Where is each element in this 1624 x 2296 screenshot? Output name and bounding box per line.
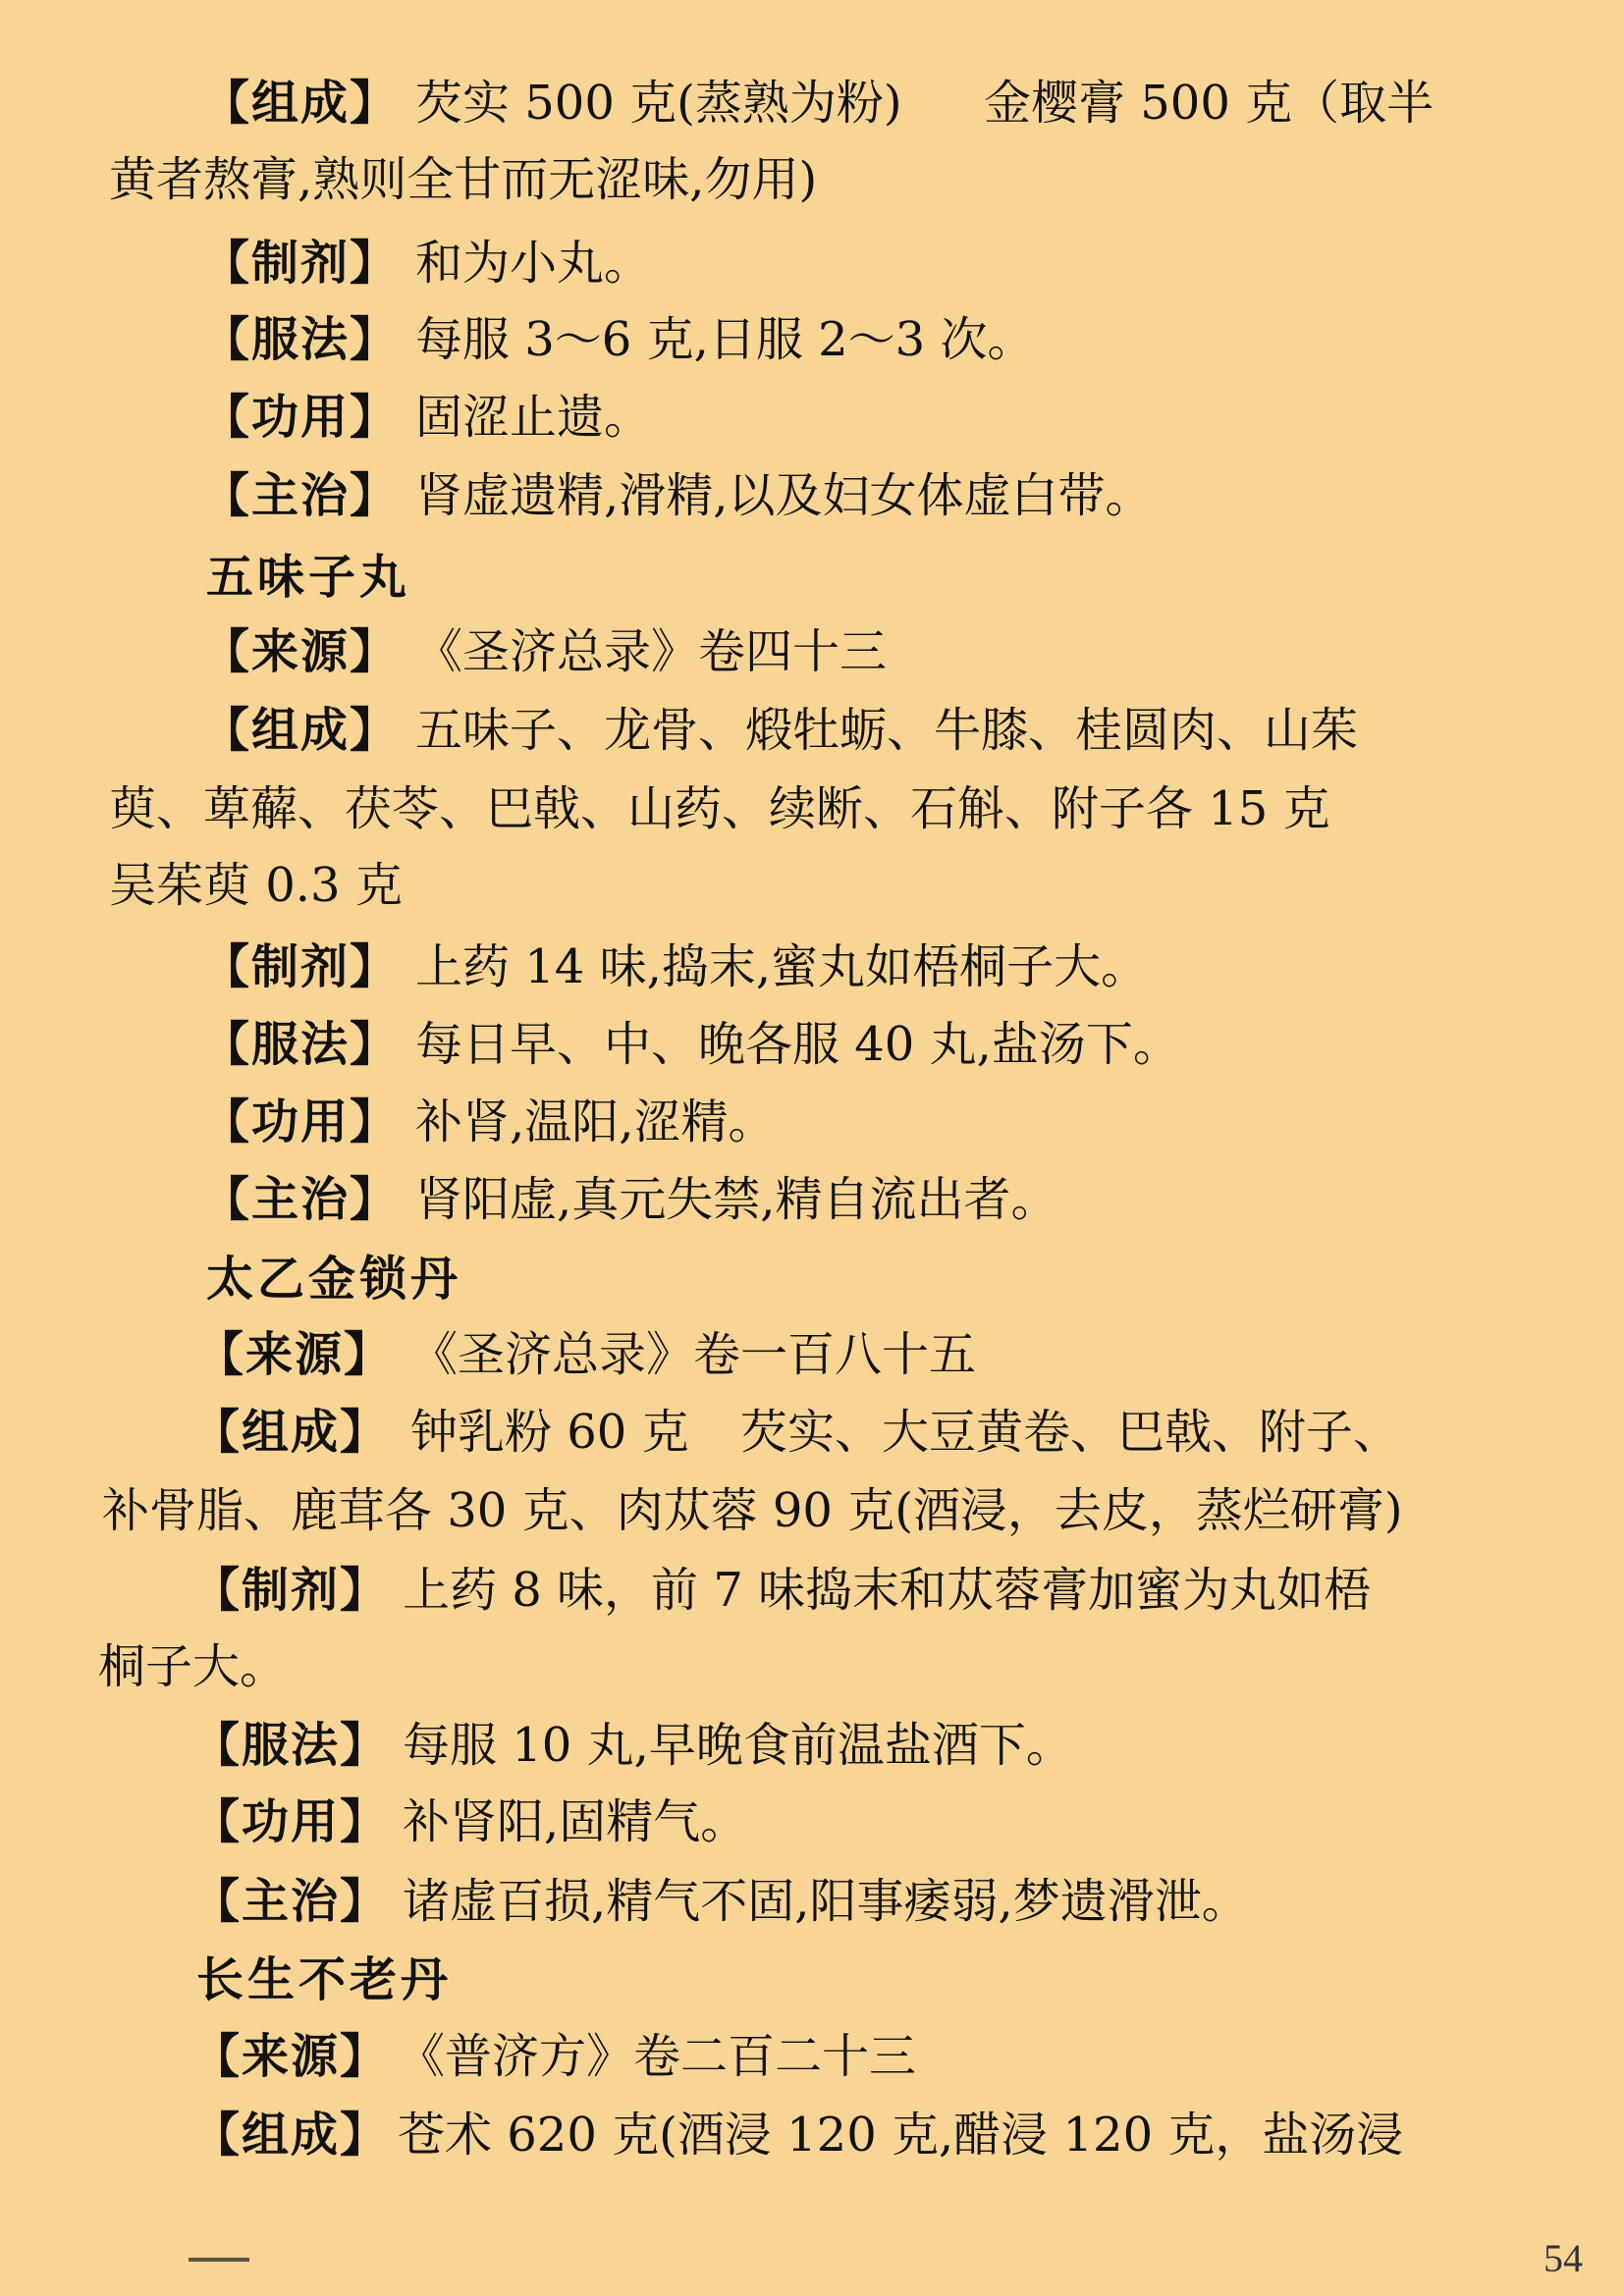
field-text: 每服 10 丸,早晚食前温盐酒下。 [403,1718,1073,1773]
text-line [0,771,1624,847]
text-line [0,692,1624,769]
text-line [0,1006,1624,1083]
text-line [0,379,1624,455]
field-text: 芡实、大豆黄卷、巴戟、附子、 [740,1405,1401,1460]
text-line [0,1707,1624,1784]
field-label: 【来源】 [202,624,400,679]
field-text: 黄者熬膏,熟则全甘而无涩味,勿用) [109,152,818,207]
field-text: 金樱膏 500 克（取半 [984,76,1435,131]
text-line [0,225,1624,301]
text-line [0,2097,1624,2173]
field-label: 【组成】 [202,76,400,131]
formula-heading [0,539,1624,615]
field-text: 肾虚遗精,滑精,以及妇女体虚白带。 [415,468,1153,523]
field-text: 桐子大。 [98,1639,288,1694]
text-line [0,1084,1624,1160]
text-line [0,1316,1624,1393]
field-text: 固涩止遗。 [415,390,652,445]
field-label: 【组成】 [192,1405,390,1460]
field-text: 肾阳虚,真元失禁,精自流出者。 [415,1172,1058,1227]
field-label: 【功用】 [192,1794,390,1849]
text-line [0,614,1624,690]
field-text: 《圣济总录》卷四十三 [415,624,888,679]
field-text: 上药 8 味，前 7 味捣末和苁蓉膏加蜜为丸如梧 [403,1563,1372,1618]
field-label: 【来源】 [192,2029,390,2084]
heading-text: 长生不老丹 [196,1952,453,2007]
field-text: 补肾,温阳,涩精。 [415,1095,776,1149]
field-label: 【功用】 [202,1095,400,1149]
field-text: 每日早、中、晚各服 40 丸,盐汤下。 [415,1017,1180,1072]
field-text: 吴茱萸 0.3 克 [109,858,403,913]
text-line [0,2018,1624,2095]
page-number: 54 [1543,2236,1583,2280]
field-label: 【制剂】 [202,236,400,291]
field-text: 补肾阳,固精气。 [403,1794,748,1849]
text-line [0,1472,1624,1549]
text-line [0,847,1624,924]
field-text: 萸、萆薢、茯苓、巴戟、山药、续断、石斛、附子各 15 克 [109,781,1330,836]
text-line [0,1863,1624,1940]
footer-mark [189,2258,249,2262]
field-label: 【制剂】 [192,1563,390,1618]
formula-heading [0,1241,1624,1317]
heading-text: 太乙金锁丹 [206,1252,462,1307]
field-label: 【功用】 [202,390,400,445]
field-text: 《普济方》卷二百二十三 [398,2029,917,2084]
field-text: 每服 3～6 克,日服 2～3 次。 [415,312,1035,367]
text-line [0,929,1624,1005]
field-label: 【来源】 [196,1327,394,1382]
field-label: 【组成】 [192,2108,390,2163]
field-label: 【服法】 [202,312,400,367]
field-text: 钟乳粉 60 克 [410,1405,689,1460]
field-text: 上药 14 味,捣末,蜜丸如梧桐子大。 [415,939,1149,994]
text-line [0,301,1624,378]
text-line [0,1629,1624,1705]
field-label: 【制剂】 [202,939,400,994]
field-text: 和为小丸。 [415,236,652,291]
text-line [0,457,1624,534]
field-label: 【主治】 [202,1172,400,1227]
field-text: 芡实 500 克(蒸熟为粉) [415,76,902,131]
text-line [0,1394,1624,1470]
field-label: 【组成】 [202,703,400,758]
text-line [0,65,1624,141]
text-line [0,1552,1624,1629]
text-line [0,141,1624,218]
text-line [0,1784,1624,1860]
text-line [0,1161,1624,1238]
field-text: 《圣济总录》卷一百八十五 [410,1327,977,1382]
heading-text: 五味子丸 [206,550,411,605]
formula-heading [0,1942,1624,2018]
field-label: 【主治】 [192,1874,390,1929]
field-label: 【服法】 [202,1017,400,1072]
field-text: 苍术 620 克(酒浸 120 克,醋浸 120 克，盐汤浸 [398,2108,1404,2163]
field-text: 诸虚百损,精气不固,阳事痿弱,梦遗滑泄。 [403,1874,1249,1929]
field-label: 【主治】 [202,468,400,523]
field-label: 【服法】 [192,1718,390,1773]
field-text: 补骨脂、鹿茸各 30 克、肉苁蓉 90 克(酒浸，去皮，蒸烂研膏) [102,1483,1403,1538]
field-text: 五味子、龙骨、煅牡蛎、牛膝、桂圆肉、山茱 [415,703,1359,758]
